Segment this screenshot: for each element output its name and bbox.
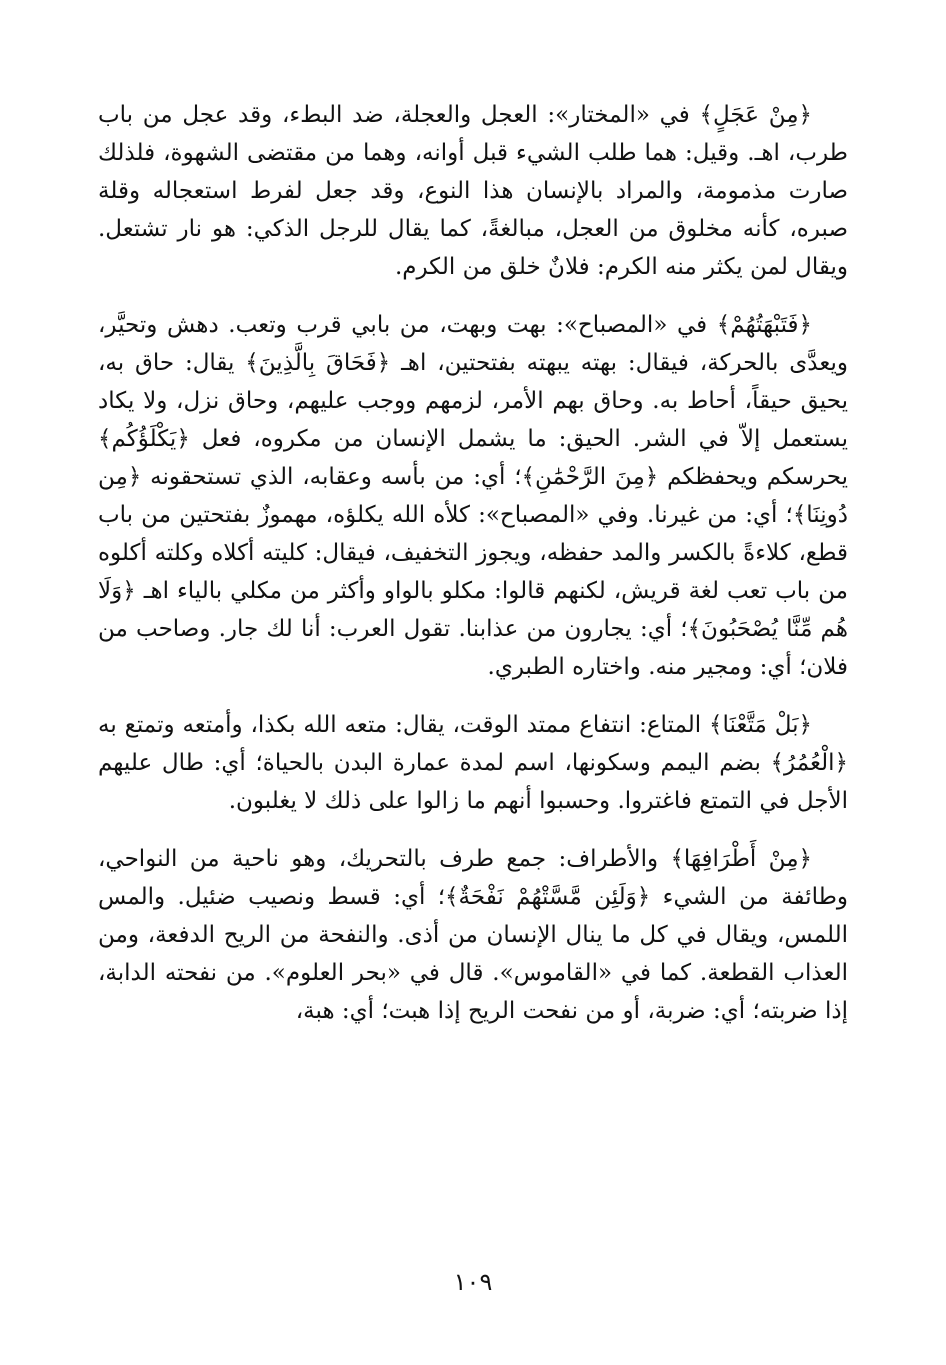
paragraph-atrafiha: ﴿مِنْ أَطْرَافِهَا﴾ والأطراف: جمع طرف بالتحريك، وهو ناحية من النواحي، وطائفة من الشيء ﴿وَلَئِن مَّسَّتْهُمْ نَفْحَةٌ﴾؛ أي: قسط ونصيب ضئيل. والمس اللمس، ويقال في كل ما ينال الإنسان من أذى. والنفحة من الريح الدفعة، ومن العذاب القطعة. كما في «القاموس». قال في «بحر العلوم». من نفحته الدابة، إذا ضربته؛ أي: ضربة، أو من نفحت الريح إذا هبت؛ أي: هبة، bbox=[98, 846, 848, 1024]
paragraph-ajal: ﴿مِنْ عَجَلٍ﴾ في «المختار»: العجل والعجلة، ضد البطء، وقد عجل من باب طرب، اهـ. وقيل: هما طلب الشيء قبل أوانه، وهما من مقتضى الشهوة، فلذلك صارت مذمومة، والمراد بالإنسان هذا النوع، وقد جعل لفرط استعجاله وقلة صبره، كأنه مخلوق من العجل، مبالغةً، كما يقال للرجل الذكي: هو نار تشتعل. ويقال لمن يكثر منه الكرم: فلانٌ خلق من الكرم. bbox=[98, 102, 848, 280]
page-number: ١٠٩ bbox=[453, 1268, 493, 1296]
page-body bbox=[98, 96, 848, 1050]
paragraph-mattana: ﴿بَلْ مَتَّعْنَا﴾ المتاع: انتفاع ممتد الوقت، يقال: متعه الله بكذا، وأمتعه وتمتع به ﴿الْعُمُرُ﴾ بضم اليمم وسكونها، اسم لمدة عمارة البدن بالحياة؛ أي: طال عليهم الأجل في التمتع فاغتروا. وحسبوا أنهم ما زالوا على ذلك لا يغلبون. bbox=[98, 712, 848, 814]
paragraph-tabhatuhum: ﴿فَتَبْهَتُهُمْ﴾ في «المصباح»: بهت وبهت، من بابي قرب وتعب. دهش وتحيَّر، ويعدَّى بالحركة، فيقال: بهته يبهته بفتحتين، اهـ ﴿فَحَاقَ بِالَّذِينَ﴾ يقال: حاق به، يحيق حيقاً، أحاط به. وحاق بهم الأمر، لزمهم ووجب عليهم، وحاق نزل، ولا يكاد يستعمل إلاّ في الشر. الحيق: ما يشمل الإنسان من مكروه، فعل ﴿يَكْلَؤُكُم﴾ يحرسكم ويحفظكم ﴿مِنَ الرَّحْمَٰنِ﴾؛ أي: من بأسه وعقابه، الذي تستحقونه ﴿مِن دُونِنَا﴾؛ أي: من غيرنا. وفي «المصباح»: كلأه الله يكلؤه، مهموزٌ بفتحتين من باب قطع، كلاءةً بالكسر والمد حفظه، ويجوز التخفيف، فيقال: كليته أكلاه وكلته أكلوه من باب تعب لغة قريش، لكنهم قالوا: مكلو بالواو وأكثر من مكلي بالياء اهـ ﴿وَلَا هُم مِّنَّا يُصْحَبُونَ﴾؛ أي: يجارون من عذابنا. تقول العرب: أنا لك جار. وصاحب من فلان؛ أي: ومجير منه. واختاره الطبري. bbox=[98, 312, 848, 680]
